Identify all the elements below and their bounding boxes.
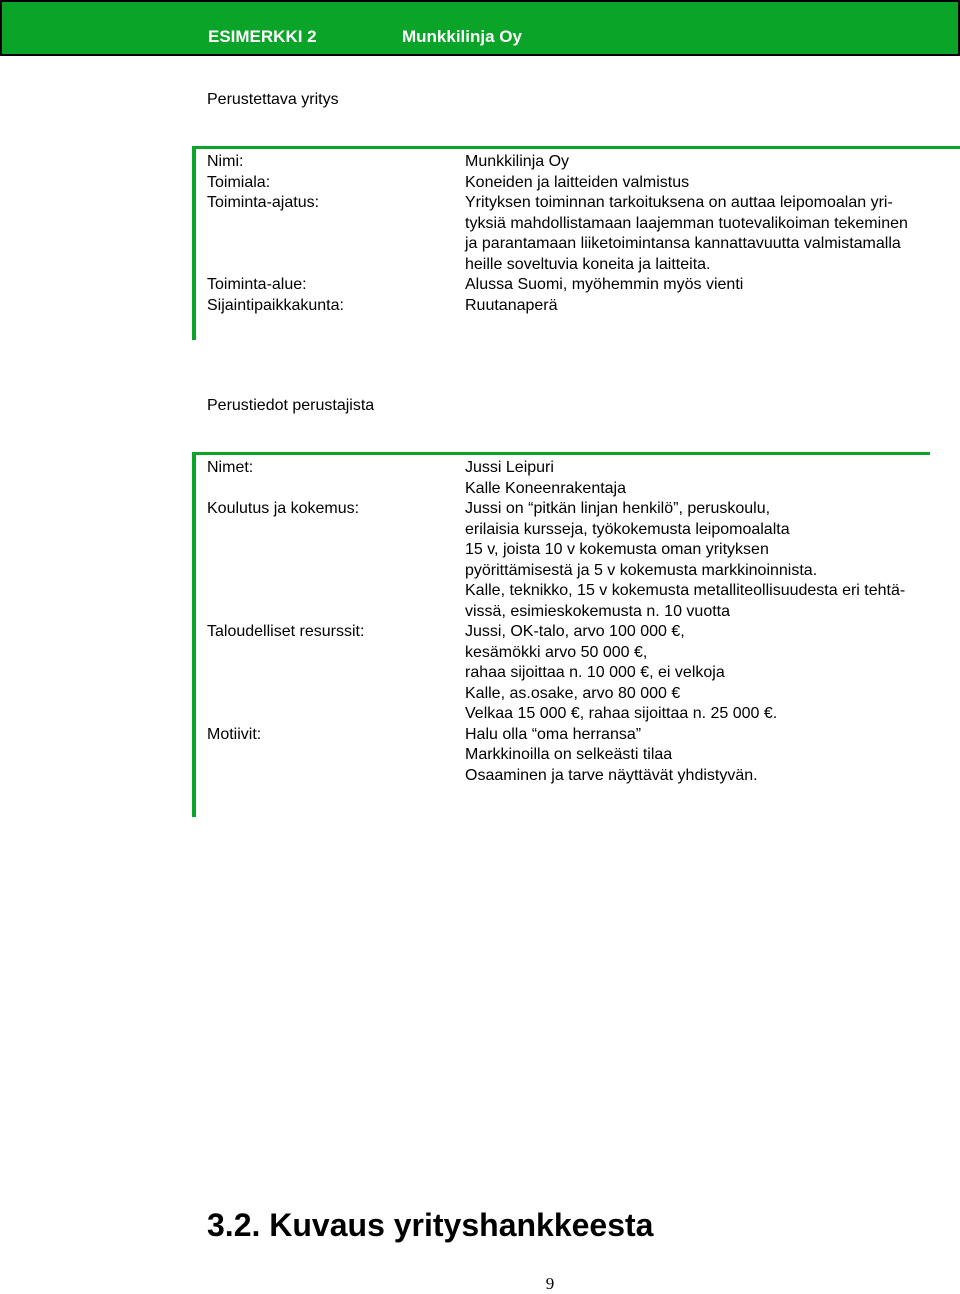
field-value-line: Jussi on “pitkän linjan henkilö”, peruskoulu, <box>465 500 771 517</box>
field-value <box>465 458 626 499</box>
field-value-line: ja parantamaan liiketoimintansa kannattavuutta valmistamalla <box>465 235 901 252</box>
field-value <box>465 193 908 275</box>
section1-title: Perustettava yritys <box>207 91 339 108</box>
field-value-line: Ruutanaperä <box>465 296 558 314</box>
field-value-line: erilaisia kursseja, työkokemusta leipomoalalta <box>465 520 790 538</box>
field-value <box>465 725 758 787</box>
field-value-line: Munkkilinja Oy <box>465 153 570 170</box>
page-number: 9 <box>545 1274 555 1293</box>
field-value-line: Halu olla “oma herransa” <box>465 725 642 743</box>
field-value <box>465 152 569 173</box>
field-value-line: Velkaa 15 000 €, rahaa sijoittaa n. 25 000 €. <box>465 705 778 722</box>
field-label: Nimi: <box>207 153 244 170</box>
field-value-line: vissä, esimieskokemusta n. 10 vuotta <box>465 602 731 620</box>
field-label: Toiminta-ajatus: <box>207 194 320 211</box>
field-value-line: Kalle, as.osake, arvo 80 000 € <box>465 684 681 702</box>
section2-title: Perustiedot perustajista <box>207 397 375 414</box>
field-value-line: Alussa Suomi, myöhemmin myös vienti <box>465 276 744 293</box>
field-value-line: Jussi, OK-talo, arvo 100 000 €, <box>465 623 685 640</box>
header-company: Munkkilinja Oy <box>402 27 522 46</box>
field-label: Nimet: <box>207 459 254 476</box>
box-left-border <box>192 452 196 817</box>
field-value-line: pyörittämisestä ja 5 v kokemusta markkinoinnista. <box>465 561 818 579</box>
field-value-line: Kalle Koneenrakentaja <box>465 479 627 497</box>
field-value-line: 15 v, joista 10 v kokemusta oman yrityksen <box>465 541 769 558</box>
header-bar <box>0 0 960 56</box>
field-label: Taloudelliset resurssit: <box>207 623 365 640</box>
field-value-line: rahaa sijoittaa n. 10 000 €, ei velkoja <box>465 664 725 681</box>
field-value <box>465 296 558 317</box>
field-value-line: Koneiden ja laitteiden valmistus <box>465 173 690 191</box>
box-top-border <box>192 146 960 149</box>
field-label: Toiminta-alue: <box>207 276 307 293</box>
field-value-line: tyksiä mahdollistamaan laajemman tuotevalikoiman tekeminen <box>465 214 908 232</box>
field-value <box>465 499 905 622</box>
field-value <box>465 173 689 194</box>
field-label: Motiivit: <box>207 725 262 743</box>
box-top-border <box>192 452 930 455</box>
field-value-line: Osaaminen ja tarve näyttävät yhdistyvän. <box>465 766 758 784</box>
field-value-line: Markkinoilla on selkeästi tilaa <box>465 746 673 763</box>
field-value-line: Jussi Leipuri <box>465 459 554 476</box>
field-value <box>465 622 777 725</box>
field-value-line: Kalle, teknikko, 15 v kokemusta metalliteollisuudesta eri tehtä- <box>465 582 906 599</box>
field-label: Sijaintipaikkakunta: <box>207 296 344 314</box>
section-heading: 3.2. Kuvaus yrityshankkeesta <box>207 1207 654 1243</box>
box-left-border <box>192 146 196 340</box>
field-label: Toimiala: <box>207 173 271 191</box>
field-value-line: Yrityksen toiminnan tarkoituksena on auttaa leipomoalan yri- <box>465 194 893 211</box>
field-value-line: kesämökki arvo 50 000 €, <box>465 643 648 661</box>
field-value <box>465 275 743 296</box>
field-value-line: heille soveltuvia koneita ja laitteita. <box>465 255 711 273</box>
field-label: Koulutus ja kokemus: <box>207 500 360 517</box>
header-label: ESIMERKKI 2 <box>208 27 317 46</box>
